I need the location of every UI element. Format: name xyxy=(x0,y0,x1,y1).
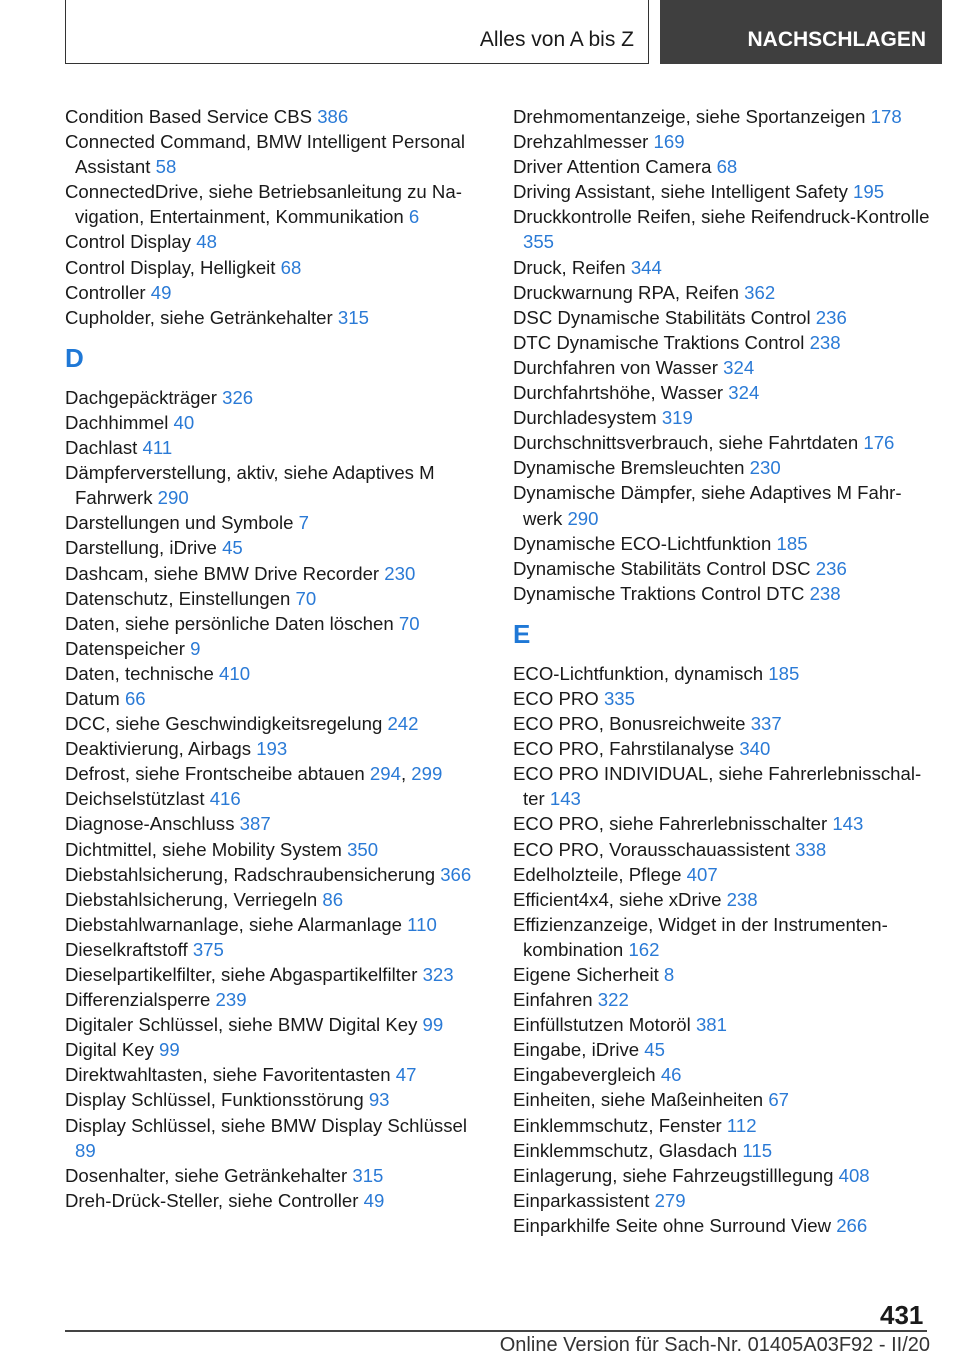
index-entry-term: Controller xyxy=(65,281,146,303)
index-entry-term: Einfüllstutzen Motoröl xyxy=(513,1014,691,1036)
index-entry-term: Dachgepäckträger xyxy=(65,386,217,408)
index-entry-term: Einparkhilfe Seite ohne Surround View xyxy=(513,1214,832,1236)
page-reference-link[interactable]: 387 xyxy=(239,813,271,835)
page-reference-link[interactable]: 236 xyxy=(815,306,847,328)
index-entry-term: Condition Based Service CBS xyxy=(65,106,313,127)
page-reference-link[interactable]: 408 xyxy=(838,1164,870,1186)
index-entry-term: Dynamische Stabilitäts Control DSC xyxy=(513,557,811,579)
index-entry-term: Diebstahlsicherung, Radschraubensicherung xyxy=(65,863,436,885)
index-entry xyxy=(65,305,485,330)
index-entry xyxy=(513,987,933,1012)
index-entry-term: Einheiten, siehe Maßeinheiten xyxy=(513,1089,764,1111)
page-reference-link[interactable]: 185 xyxy=(768,662,800,684)
index-entry-term: ECO PRO INDIVIDUAL, siehe Fahrerlebnisschalter xyxy=(513,763,922,810)
index-entry xyxy=(513,330,933,355)
page-reference-link[interactable]: 68 xyxy=(280,256,302,278)
index-entry-term: Digitaler Schlüssel, siehe BMW Digital Key xyxy=(65,1014,418,1036)
page-reference-link[interactable]: 242 xyxy=(387,713,419,735)
index-entry xyxy=(65,1037,485,1062)
index-entry-term: Dosenhalter, siehe Getränkehalter xyxy=(65,1164,348,1186)
index-entry xyxy=(513,711,933,736)
page-reference-link[interactable]: 381 xyxy=(695,1014,727,1036)
page-reference-link[interactable]: 266 xyxy=(836,1214,868,1236)
page-reference-link[interactable]: 70 xyxy=(398,612,420,634)
page-reference-link[interactable]: 344 xyxy=(630,256,662,278)
index-entry xyxy=(65,887,485,912)
page-reference-link[interactable]: 239 xyxy=(215,989,247,1011)
page-reference-link[interactable]: 8 xyxy=(663,964,675,985)
index-entry-term: ConnectedDrive, siehe Betriebsanleitung zu Navigation, Entertainment, Kommunikation xyxy=(65,181,462,228)
page-reference-link[interactable]: 324 xyxy=(723,356,755,378)
index-entry xyxy=(513,455,933,480)
index-entry xyxy=(65,686,485,711)
index-entry-term: Diagnose-Anschluss xyxy=(65,813,235,835)
page-reference-link[interactable]: 112 xyxy=(726,1114,757,1136)
page-reference-link[interactable]: 290 xyxy=(567,507,599,529)
index-entry-term: Druckkontrolle Reifen, siehe Reifendruck-Kontrolle xyxy=(513,206,930,228)
index-entry-term: DCC, siehe Geschwindigkeitsregelung xyxy=(65,713,383,735)
section-tab-label: Alles von A bis Z xyxy=(479,28,634,51)
index-entry xyxy=(513,912,933,962)
page-reference-link[interactable]: 362 xyxy=(744,281,776,303)
index-entry-term: Drehzahlmesser xyxy=(513,131,649,153)
index-entry xyxy=(513,1163,933,1188)
index-entry xyxy=(65,561,485,586)
page-reference-link[interactable]: 49 xyxy=(150,281,172,303)
chapter-tab-label: NACHSCHLAGEN xyxy=(747,28,926,51)
page-reference-link[interactable]: 386 xyxy=(317,106,349,127)
index-entry-term: Einklemmschutz, Glasdach xyxy=(513,1139,738,1161)
index-entry xyxy=(65,862,485,887)
index-entry-term: Drehmomentanzeige, siehe Sportanzeigen xyxy=(513,106,866,127)
index-entry xyxy=(513,405,933,430)
section-tab xyxy=(65,0,649,64)
index-entry xyxy=(65,179,485,229)
page-reference-link[interactable]: 40 xyxy=(173,411,195,433)
index-entry xyxy=(513,1087,933,1112)
page-reference-link[interactable]: 66 xyxy=(124,687,146,709)
page-reference-link[interactable]: 375 xyxy=(192,938,224,960)
index-entry xyxy=(65,912,485,937)
index-entry xyxy=(513,1037,933,1062)
index-entry-term: Dichtmittel, siehe Mobility System xyxy=(65,838,342,860)
index-entry xyxy=(65,786,485,811)
index-entry-term: Dachlast xyxy=(65,437,138,459)
page-reference-link[interactable]: 315 xyxy=(337,306,369,328)
index-entry-term: Einfahren xyxy=(513,989,593,1011)
page-reference-link[interactable]: 335 xyxy=(603,687,635,709)
index-entry xyxy=(513,556,933,581)
index-entry xyxy=(65,1062,485,1087)
index-entry xyxy=(513,255,933,280)
index-entry-term: Einklemmschutz, Fenster xyxy=(513,1114,722,1136)
index-entry-term: ECO-Lichtfunktion, dynamisch xyxy=(513,662,764,684)
page-reference-link[interactable]: 110 xyxy=(407,913,437,935)
index-entry xyxy=(513,430,933,455)
index-entry-term: Datenschutz, Einstellungen xyxy=(65,587,291,609)
page-reference-link[interactable]: 238 xyxy=(809,331,841,353)
index-entry-term: Datenspeicher xyxy=(65,637,185,659)
index-entry xyxy=(513,962,933,987)
page-reference-link[interactable]: 230 xyxy=(384,562,416,584)
page-reference-link[interactable]: 315 xyxy=(352,1164,384,1186)
index-entry xyxy=(513,736,933,761)
index-entry-term: ECO PRO, Fahrstilanalyse xyxy=(513,738,735,760)
page-reference-link[interactable]: 176 xyxy=(863,432,895,454)
page-reference-link[interactable]: 99 xyxy=(422,1014,444,1036)
index-entry-term: Connected Command, BMW Intelligent Personal Assistant xyxy=(65,131,465,178)
page-reference-link[interactable]: 89 xyxy=(75,1139,96,1161)
index-entry xyxy=(513,761,933,811)
index-entry xyxy=(513,1188,933,1213)
index-entry xyxy=(513,104,933,129)
index-entry-term: Durchfahrtshöhe, Wasser xyxy=(513,382,724,404)
page-reference-link[interactable]: 46 xyxy=(660,1064,682,1086)
index-entry xyxy=(513,1113,933,1138)
index-entry-term: ECO PRO, Vorausschauassistent xyxy=(513,838,790,860)
index-entry-term: Dachhimmel xyxy=(65,411,169,433)
index-entry-term: Control Display, Helligkeit xyxy=(65,256,276,278)
page-reference-link[interactable]: 337 xyxy=(750,713,782,735)
page-reference-link[interactable]: 86 xyxy=(322,888,344,910)
index-entry-term: Edelholzteile, Pflege xyxy=(513,863,682,885)
chapter-tab xyxy=(660,0,942,64)
index-entry xyxy=(65,736,485,761)
index-letter-heading: E xyxy=(513,618,531,649)
index-entry-term: Darstellungen und Symbole xyxy=(65,512,294,534)
index-entry-term: Datum xyxy=(65,687,120,709)
index-entry-term: Darstellung, iDrive xyxy=(65,537,217,559)
page-reference-link[interactable]: 279 xyxy=(654,1189,686,1211)
index-entry-term: Dieselkraftstoff xyxy=(65,938,188,960)
page-reference-link[interactable]: 340 xyxy=(739,738,771,760)
index-entry xyxy=(65,1012,485,1037)
index-entry xyxy=(513,581,933,606)
index-entry-term: Dreh-Drück-Steller, siehe Controller xyxy=(65,1189,359,1211)
index-entry xyxy=(513,380,933,405)
index-entry-term: Daten, siehe persönliche Daten löschen xyxy=(65,612,394,634)
index-entry xyxy=(513,1213,933,1238)
page-reference-link[interactable]: 67 xyxy=(768,1089,790,1111)
index-entry-term: Control Display xyxy=(65,231,192,253)
index-entry xyxy=(65,661,485,686)
index-entry-term: Deichselstützlast xyxy=(65,788,205,810)
index-entry xyxy=(513,686,933,711)
index-entry xyxy=(513,280,933,305)
index-entry-term: Einlagerung, siehe Fahrzeugstilllegung xyxy=(513,1164,834,1186)
index-entry-term: Display Schlüssel, siehe BMW Display Schlüssel xyxy=(65,1114,467,1136)
index-entry-term: ECO PRO, Bonusreichweite xyxy=(513,713,746,735)
index-entry xyxy=(65,1188,485,1213)
index-entry xyxy=(65,586,485,611)
index-entry xyxy=(65,1087,485,1112)
index-entry xyxy=(513,661,933,686)
index-column-left xyxy=(65,104,485,1213)
index-entry xyxy=(65,255,485,280)
index-entry: Defrost, siehe Frontscheibe abtauen 294, 299 xyxy=(65,763,443,785)
page-reference-link[interactable]: 326 xyxy=(222,386,254,408)
page-reference-link[interactable]: 70 xyxy=(295,587,317,609)
index-entry xyxy=(65,435,485,460)
page-reference-link[interactable]: 178 xyxy=(870,106,902,127)
page-reference-link[interactable]: 49 xyxy=(363,1189,385,1211)
footer-text: Online Version für Sach-Nr. 01405A03F92 - II/20 xyxy=(499,1334,930,1356)
index-entry-term: Eingabevergleich xyxy=(513,1064,656,1086)
index-entry xyxy=(513,862,933,887)
page-reference-link[interactable]: 45 xyxy=(644,1039,665,1061)
page-reference-link[interactable]: 162 xyxy=(628,938,660,960)
index-entry-term: Digital Key xyxy=(65,1039,154,1061)
index-entry-term: DTC Dynamische Traktions Control xyxy=(513,331,805,353)
index-entry xyxy=(513,480,933,530)
index-entry xyxy=(65,837,485,862)
index-entry xyxy=(65,636,485,661)
index-entry-term: Dynamische Dämpfer, siehe Adaptives M Fahrwerk xyxy=(513,482,902,529)
index-entry-term: Druck, Reifen xyxy=(513,256,626,278)
index-entry xyxy=(65,410,485,435)
index-entry xyxy=(513,355,933,380)
page-reference-link[interactable]: 48 xyxy=(196,231,217,253)
index-entry-term: Driver Attention Camera xyxy=(513,156,712,178)
index-entry xyxy=(513,811,933,836)
page-number: 431 xyxy=(880,1300,924,1330)
index-entry-term: Durchladesystem xyxy=(513,407,657,429)
footer-rule xyxy=(65,1330,927,1332)
index-entry-term: Display Schlüssel, Funktionsstörung xyxy=(65,1089,364,1111)
index-entry-term: Dieselpartikelfilter, siehe Abgaspartikelfilter xyxy=(65,964,418,985)
index-entry xyxy=(513,179,933,204)
page-reference-link[interactable]: 68 xyxy=(716,156,738,178)
page-reference-link[interactable]: 323 xyxy=(422,964,454,985)
page-reference-link[interactable]: 9 xyxy=(190,637,201,659)
index-letter-heading: D xyxy=(65,342,84,373)
index-entry xyxy=(65,711,485,736)
page-reference-link[interactable]: 99 xyxy=(159,1039,180,1061)
page-reference-link[interactable]: 294 xyxy=(369,763,401,785)
index-entry-term: Deaktivierung, Airbags xyxy=(65,738,252,760)
index-entry xyxy=(513,531,933,556)
index-entry xyxy=(65,962,485,987)
page-reference-link[interactable]: 58 xyxy=(155,156,177,178)
page-reference-link[interactable]: 45 xyxy=(222,537,243,559)
index-entry xyxy=(65,510,485,535)
page-reference-link[interactable]: 236 xyxy=(815,557,847,579)
index-entry-term: Diebstahlwarnanlage, siehe Alarmanlage xyxy=(65,913,402,935)
index-entry-term: Direktwahltasten, siehe Favoritentasten xyxy=(65,1064,391,1086)
page-reference-link[interactable]: 47 xyxy=(395,1064,417,1086)
page-reference-link[interactable]: 407 xyxy=(686,863,718,885)
page-reference-link[interactable]: 355 xyxy=(523,231,555,253)
index-entry-term: DSC Dynamische Stabilitäts Control xyxy=(513,306,811,328)
page-reference-link[interactable]: 230 xyxy=(749,457,781,479)
index-entry xyxy=(513,887,933,912)
index-entry-term: Diebstahlsicherung, Verriegeln xyxy=(65,888,318,910)
index-entry xyxy=(65,1113,485,1163)
index-column-right xyxy=(513,104,933,1238)
index-entry-term: ECO PRO, siehe Fahrerlebnisschalter xyxy=(513,813,828,835)
page-reference-link[interactable]: 319 xyxy=(661,407,693,429)
index-entry xyxy=(513,154,933,179)
index-entry xyxy=(65,104,485,129)
index-entry xyxy=(65,611,485,636)
page-reference-link[interactable]: 185 xyxy=(776,532,808,554)
index-entry xyxy=(513,1138,933,1163)
index-entry-term: Efficient4x4, siehe xDrive xyxy=(513,888,722,910)
index-entry-term: Driving Assistant, siehe Intelligent Safety xyxy=(513,181,848,203)
index-entry-term: Daten, technische xyxy=(65,662,214,684)
index-entry-term: Dämpferverstellung, aktiv, siehe Adaptives M Fahrwerk xyxy=(65,462,435,509)
index-entry xyxy=(65,811,485,836)
page-reference-link[interactable]: 410 xyxy=(219,662,251,684)
index-entry-term: Dynamische ECO-Lichtfunktion xyxy=(513,532,772,554)
index-entry xyxy=(65,229,485,254)
index-entry xyxy=(65,129,485,179)
index-entry-term: Durchschnittsverbrauch, siehe Fahrtdaten xyxy=(513,432,859,454)
page-reference-link[interactable]: 350 xyxy=(347,838,379,860)
page-reference-link[interactable]: 195 xyxy=(853,181,885,203)
index-entry xyxy=(65,1163,485,1188)
index-entry-term: Durchfahren von Wasser xyxy=(513,356,718,378)
page-reference-link[interactable]: 411 xyxy=(142,437,173,459)
index-entry xyxy=(513,1062,933,1087)
index-entry-term: ECO PRO xyxy=(513,687,599,709)
index-entry-term: Eigene Sicherheit xyxy=(513,964,659,985)
index-entry-term: Defrost, siehe Frontscheibe abtauen xyxy=(65,763,365,785)
page-reference-link[interactable]: 324 xyxy=(728,382,760,404)
index-entry-term: Druckwarnung RPA, Reifen xyxy=(513,281,739,303)
index-entry xyxy=(513,1012,933,1037)
page-reference-link[interactable]: 169 xyxy=(653,131,685,153)
index-entry xyxy=(513,129,933,154)
index-entry xyxy=(65,937,485,962)
page-reference-link[interactable]: 338 xyxy=(795,838,827,860)
index-entry xyxy=(65,987,485,1012)
index-entry-term: Dashcam, siehe BMW Drive Recorder xyxy=(65,562,380,584)
index-entry xyxy=(65,280,485,305)
index-entry xyxy=(513,305,933,330)
index-entry xyxy=(65,535,485,560)
page-reference-link[interactable]: 366 xyxy=(440,863,472,885)
index-entry-term: Differenzialsperre xyxy=(65,989,211,1011)
index-entry-term: Effizienzanzeige, Widget in der Instrumentenkombination xyxy=(513,913,888,960)
page-reference-link[interactable]: 290 xyxy=(157,487,189,509)
page-reference-link[interactable]: 143 xyxy=(832,813,864,835)
page-reference-link[interactable]: 143 xyxy=(549,788,581,810)
index-entry-term: Dynamische Traktions Control DTC xyxy=(513,582,805,604)
index-entry-term: Einparkassistent xyxy=(513,1189,650,1211)
page-reference-link[interactable]: 93 xyxy=(368,1089,390,1111)
index-entry xyxy=(513,837,933,862)
page-reference-link[interactable]: 238 xyxy=(726,888,758,910)
page-reference-link[interactable]: 416 xyxy=(209,788,241,810)
page-reference-link[interactable]: 299 xyxy=(411,763,443,785)
page-reference-link[interactable]: 322 xyxy=(597,989,629,1011)
index-entry xyxy=(513,204,933,254)
index-entry xyxy=(65,385,485,410)
index-entry-term: Eingabe, iDrive xyxy=(513,1039,640,1061)
index-entry xyxy=(65,460,485,510)
index-entry-term: Dynamische Bremsleuchten xyxy=(513,457,745,479)
page-reference-link[interactable]: 6 xyxy=(408,206,420,228)
page-reference-link[interactable]: 193 xyxy=(256,738,288,760)
page-reference-link[interactable]: 115 xyxy=(742,1139,773,1161)
index-entry-term: Cupholder, siehe Getränkehalter xyxy=(65,306,333,328)
page-reference-link[interactable]: 238 xyxy=(809,582,841,604)
page-reference-link[interactable]: 7 xyxy=(298,512,309,534)
